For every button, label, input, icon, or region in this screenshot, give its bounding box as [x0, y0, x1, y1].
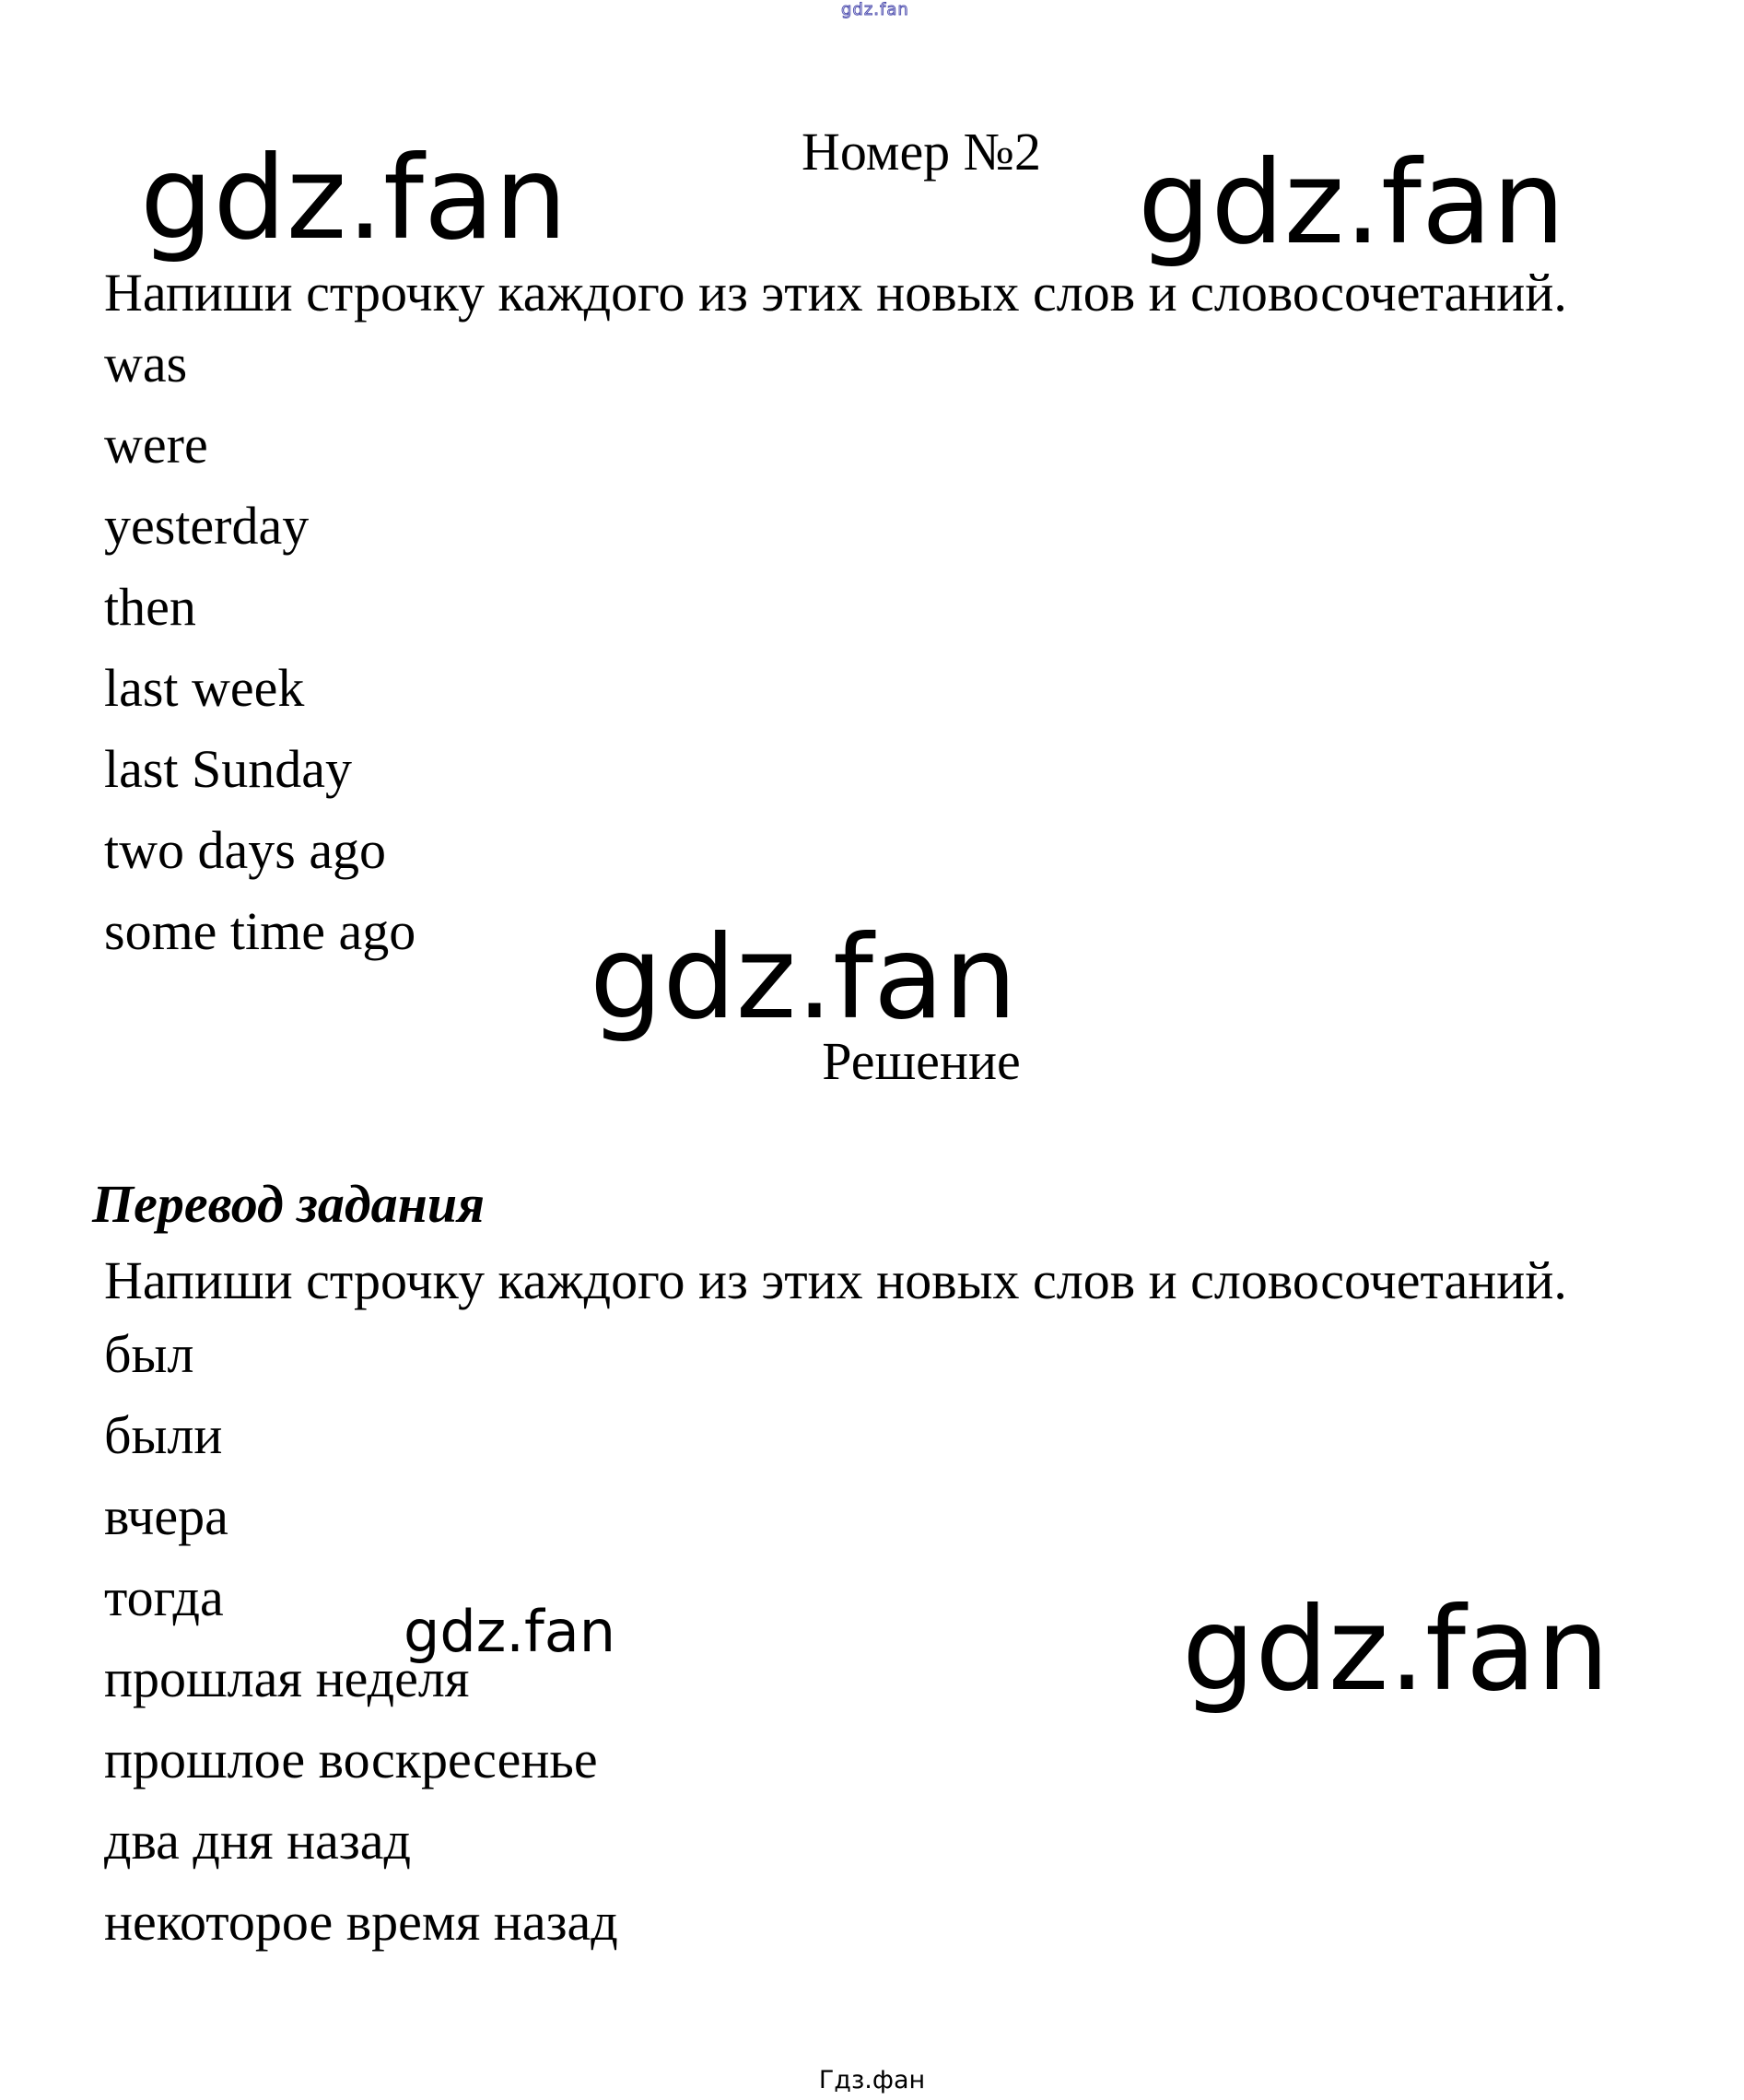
task-text-translated: Напиши строчку каждого из этих новых слов и словосочетаний.	[104, 1250, 1567, 1310]
watermark-gdz-fan-medium-left: gdz.fan	[404, 1598, 616, 1665]
watermark-gdz-fan-top-right: gdz.fan	[1138, 136, 1565, 270]
watermark-gdz-fan-bottom-right: gdz.fan	[1182, 1583, 1609, 1717]
english-word-item: then	[104, 577, 196, 637]
english-word-item: last Sunday	[104, 739, 353, 799]
watermark-gdz-fan-tiny-top: gdz.fan	[841, 0, 909, 19]
solution-heading: Решение	[822, 1031, 1021, 1091]
russian-word-item: два дня назад	[104, 1811, 412, 1871]
russian-word-item: прошлая неделя	[104, 1648, 470, 1708]
footer-site-name: Гдз.фан	[818, 2066, 926, 2094]
english-word-item: was	[104, 334, 188, 393]
russian-word-item: были	[104, 1405, 223, 1465]
translation-heading: Перевод задания	[92, 1174, 485, 1234]
watermark-gdz-fan-top-left: gdz.fan	[140, 132, 568, 265]
english-word-item: some time ago	[104, 901, 416, 961]
page-title: Номер №2	[801, 122, 1042, 182]
russian-word-item: был	[104, 1324, 194, 1384]
russian-word-item: некоторое время назад	[104, 1892, 618, 1952]
english-word-list	[104, 323, 416, 972]
english-word-item: two days ago	[104, 820, 387, 880]
russian-word-item: прошлое воскресенье	[104, 1730, 598, 1789]
english-word-item: last week	[104, 658, 305, 718]
watermark-gdz-fan-middle: gdz.fan	[590, 911, 1017, 1045]
russian-word-item: вчера	[104, 1486, 228, 1546]
russian-word-item: тогда	[104, 1567, 224, 1627]
english-word-item: yesterday	[104, 496, 310, 556]
task-text-original: Напиши строчку каждого из этих новых слов и словосочетаний.	[104, 263, 1567, 323]
english-word-item: were	[104, 415, 208, 475]
russian-word-list	[104, 1314, 618, 1963]
